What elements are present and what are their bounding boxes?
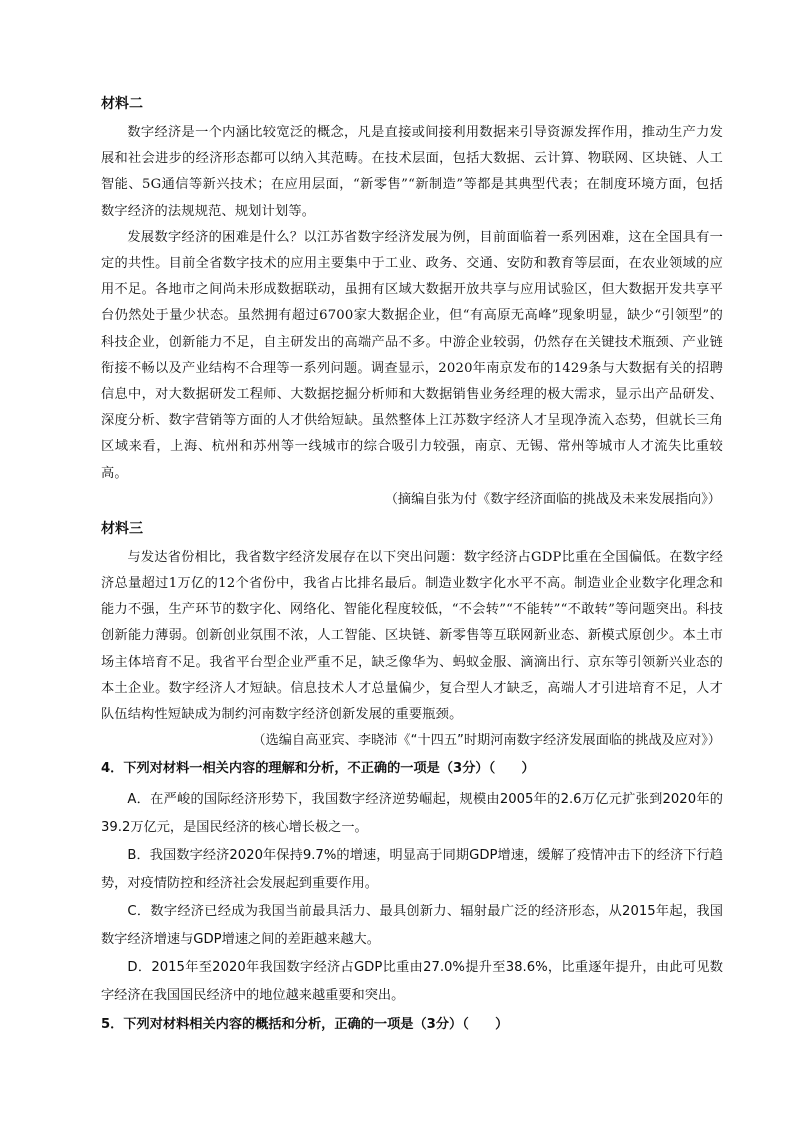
material-three-source: （选编自高亚宾、李晓沛《“十四五”时期河南数字经济发展面临的挑战及应对》）: [252, 733, 721, 749]
question-4-option-c: C．数字经济已经成为我国当前最具活力、最具创新力、辐射最广泛的经济形态，从2015年起，我国数字经济增速与GDP增速之间的差距越来越大。: [101, 904, 723, 948]
question-4-option-d: D．2015年至2020年我国数字经济占GDP比重由27.0%提升至38.6%，比重逐年提升，由此可见数字经济在我国国民经济中的地位越来越重要和突出。: [101, 960, 723, 1004]
material-two-section: [101, 92, 723, 513]
question-4-stem: 4．下列对材料一相关内容的理解和分析，不正确的一项是（3分）（ ）: [101, 761, 535, 777]
document-page: [101, 92, 723, 1042]
question-4-option-b: B．我国数字经济2020年保持9.7%的增速，明显高于同期GDP增速，缓解了疫情冲击下的经济下行趋势，对疫情防控和经济社会发展起到重要作用。: [101, 848, 723, 892]
material-two-paragraph-2: 发展数字经济的困难是什么？以江苏省数字经济发展为例，目前面临着一系列困难，这在全国具有一定的共性。目前全省数字技术的应用主要集中于工业、政务、交通、安防和教育等层面，在农业领域的应用不足。各地市之间尚未形成数据联动，虽拥有区域大数据开放共享与应用试验区，但大数据开发共享平台仍然处于量少状态。虽然拥有超过6700家大数据企业，但“有高原无高峰”现象明显，缺少“引领型”的科技企业，创新能力不足，自主研发出的高端产品不多。中游企业较弱，仍然存在关键技术瓶颈、产业链衔接不畅以及产业结构不合理等一系列问题。调查显示，2020年南京发布的1429条与大数据有关的招聘信息中，对大数据研发工程师、大数据挖掘分析师和大数据销售业务经理的极大需求，显示出产品研发、深度分析、数字营销等方面的人才供给短缺。虽然整体上江苏数字经济人才呈现净流入态势，但就长三角区域来看，上海、杭州和苏州等一线城市的综合吸引力较强，南京、无锡、常州等城市人才流失比重较高。: [101, 229, 723, 481]
question-5-stem: 5．下列对材料相关内容的概括和分析，正确的一项是（3分）（ ）: [101, 1017, 509, 1033]
material-two-paragraph-1: 数字经济是一个内涵比较宽泛的概念，凡是直接或间接利用数据来引导资源发挥作用，推动生产力发展和社会进步的经济形态都可以纳入其范畴。在技术层面，包括大数据、云计算、物联网、区块链、人工智能、5G通信等新兴技术；在应用层面，“新零售”“新制造”等都是其典型代表；在制度环境方面，包括数字经济的法规规范、规划计划等。: [101, 125, 723, 219]
question-4: [101, 756, 723, 1010]
material-three-title: 材料三: [101, 520, 143, 537]
material-three-section: [101, 517, 723, 754]
question-5: [101, 1012, 723, 1038]
material-three-paragraph-1: 与发达省份相比，我省数字经济发展存在以下突出问题：数字经济占GDP比重在全国偏低。在数字经济总量超过1万亿的12个省份中，我省占比排名最后。制造业数字化水平不高。制造业企业数字化理念和能力不强，生产环节的数字化、网络化、智能化程度较低，“不会转”“不能转”“不敢转”等问题突出。科技创新能力薄弱。创新创业氛围不浓，人工智能、区块链、新零售等互联网新业态、新模式原创少。本土市场主体培育不足。我省平台型企业严重不足，缺乏像华为、蚂蚁金服、滴滴出行、京东等引领新兴业态的本土企业。数字经济人才短缺。信息技术人才总量偏少，复合型人才缺乏，高端人才引进培育不足，人才队伍结构性短缺成为制约河南数字经济创新发展的重要瓶颈。: [101, 549, 723, 723]
question-4-option-a: A．在严峻的国际经济形势下，我国数字经济逆势崛起，规模由2005年的2.6万亿元扩张到2020年的39.2万亿元，是国民经济的核心增长极之一。: [101, 792, 723, 836]
material-two-source: （摘编自张为付《数字经济面临的挑战及未来发展指向》）: [384, 491, 721, 507]
material-two-title: 材料二: [101, 96, 143, 112]
